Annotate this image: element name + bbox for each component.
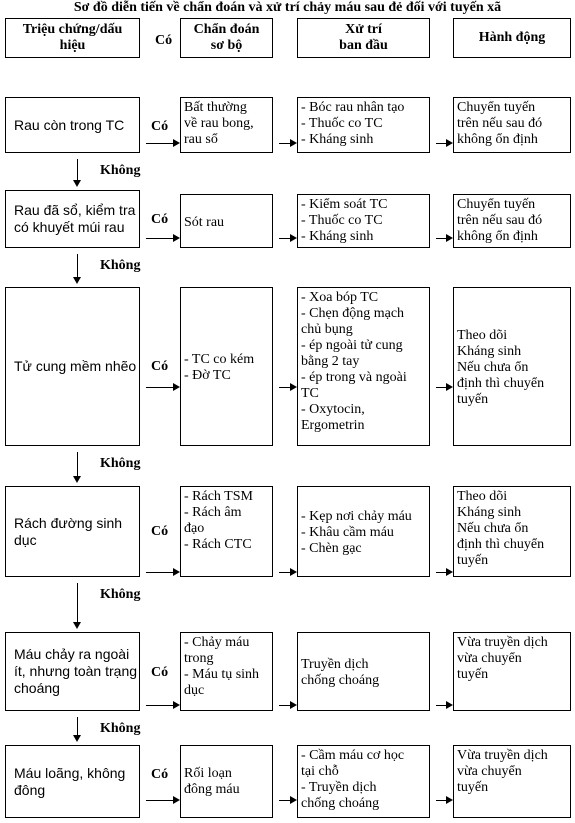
treatment-box — [297, 97, 430, 153]
right-arrow-line — [146, 800, 173, 801]
action-box — [453, 97, 571, 153]
right-arrow-line — [279, 705, 290, 706]
action-line: Nếu chưa ổn — [457, 360, 529, 375]
symptom-line: ít, nhưng toàn trạng — [14, 663, 138, 679]
right-arrow-line — [436, 705, 446, 706]
treatment-line: - Thuốc co TC — [301, 116, 383, 131]
right-arrow-icon — [173, 568, 180, 576]
right-arrow-icon — [290, 701, 297, 709]
treatment-box — [297, 632, 430, 711]
action-line: tuyến — [457, 780, 489, 795]
header-diagnosis-line: sơ bộ — [210, 38, 243, 53]
right-arrow-icon — [290, 234, 297, 242]
action-line: tuyến — [457, 667, 489, 682]
right-arrow-line — [436, 387, 446, 388]
action-line: tuyến — [457, 553, 489, 568]
action-line: Vừa truyền dịch — [457, 635, 548, 650]
right-arrow-icon — [446, 568, 453, 576]
diagnosis-line: Rối loạn — [184, 766, 232, 781]
right-arrow-line — [146, 387, 173, 388]
treatment-box — [297, 287, 430, 446]
right-arrow-line — [279, 238, 290, 239]
action-line: Theo dõi — [457, 489, 508, 504]
treatment-line: - Xoa bóp TC — [301, 290, 379, 305]
treatment-line: - Chẹn động mạch — [301, 306, 405, 321]
khong-label: Không — [100, 258, 141, 273]
right-arrow-line — [436, 800, 446, 801]
diagnosis-box — [180, 97, 273, 153]
treatment-line: - Kháng sinh — [301, 229, 374, 244]
action-line: Vừa truyền dịch — [457, 748, 548, 763]
down-arrow-line — [77, 159, 78, 180]
symptom-box — [5, 632, 140, 711]
diagnosis-box — [180, 486, 273, 577]
down-arrow-line — [77, 717, 78, 735]
action-line: tuyến — [457, 392, 489, 407]
treatment-line: - Oxytocin, — [301, 402, 365, 417]
action-box — [453, 287, 571, 446]
khong-label: Không — [100, 163, 141, 178]
right-arrow-icon — [173, 139, 180, 147]
co-label: Có — [151, 767, 169, 782]
right-arrow-line — [279, 572, 290, 573]
action-line: vừa chuyển — [457, 651, 522, 666]
down-arrow-line — [77, 452, 78, 476]
diagnosis-line: - Rách CTC — [184, 537, 252, 552]
right-arrow-line — [279, 387, 290, 388]
symptom-line: Tử cung mềm nhẽo — [14, 358, 137, 374]
treatment-box — [297, 745, 430, 818]
symptom-box — [5, 287, 140, 446]
right-arrow-line — [279, 143, 290, 144]
diagnosis-line: về rau bong, — [184, 116, 254, 131]
treatment-box — [297, 486, 430, 577]
action-box — [453, 632, 571, 711]
diagnosis-line: đông máu — [184, 782, 240, 797]
symptom-line: có khuyết múi rau — [14, 219, 125, 235]
treatment-line: chống choáng — [301, 796, 380, 811]
symptom-line: choáng — [14, 680, 60, 696]
symptom-line: Rau đã sổ, kiểm tra — [14, 202, 136, 218]
khong-label: Không — [100, 721, 141, 736]
right-arrow-line — [279, 800, 290, 801]
right-arrow-line — [436, 572, 446, 573]
action-line: không ổn định — [457, 229, 538, 244]
action-line: Kháng sinh — [457, 505, 522, 520]
right-arrow-line — [146, 143, 173, 144]
treatment-line: - Kháng sinh — [301, 132, 374, 147]
header-treatment-line: Xử trí — [345, 22, 382, 37]
co-label: Có — [151, 212, 169, 227]
treatment-line: - ép trong và ngoài — [301, 370, 407, 385]
action-line: Chuyển tuyến — [457, 100, 536, 115]
right-arrow-icon — [446, 383, 453, 391]
right-arrow-icon — [446, 234, 453, 242]
down-arrow-icon — [73, 476, 81, 483]
down-arrow-line — [77, 254, 78, 277]
right-arrow-icon — [173, 701, 180, 709]
diagnosis-line: - Chảy máu — [184, 635, 250, 650]
action-box — [453, 486, 571, 577]
diagnosis-line: - Rách TSM — [184, 489, 253, 504]
right-arrow-icon — [290, 796, 297, 804]
action-line: định thì chuyển — [457, 376, 545, 391]
symptom-line: Rau còn trong TC — [14, 116, 125, 133]
down-arrow-line — [77, 583, 78, 622]
right-arrow-icon — [290, 139, 297, 147]
action-line: Nếu chưa ổn — [457, 521, 529, 536]
diagnosis-line: - Đờ TC — [184, 368, 231, 383]
diagnosis-box — [180, 287, 273, 446]
diagnosis-line: đạo — [184, 521, 205, 536]
symptom-line: đông — [14, 781, 46, 798]
down-arrow-icon — [73, 735, 81, 742]
action-box — [453, 194, 571, 248]
co-label: Có — [151, 665, 169, 680]
diagnosis-line: Sót rau — [184, 215, 225, 230]
down-arrow-icon — [73, 622, 81, 629]
action-line: định thì chuyển — [457, 537, 545, 552]
treatment-line: chống choáng — [301, 673, 380, 688]
diagnosis-line: rau sổ — [184, 132, 218, 147]
right-arrow-line — [436, 238, 446, 239]
diagnosis-box — [180, 194, 273, 248]
symptom-line: Rách đường sinh — [14, 514, 123, 531]
right-arrow-line — [146, 238, 173, 239]
action-line: trên nếu sau đó — [457, 116, 543, 131]
right-arrow-line — [146, 572, 173, 573]
khong-label: Không — [100, 456, 141, 471]
treatment-line: - Bóc rau nhân tạo — [301, 100, 405, 115]
co-label: Có — [151, 119, 169, 134]
treatment-line: - Truyền dịch — [301, 780, 377, 795]
symptom-box — [5, 97, 140, 153]
down-arrow-icon — [73, 277, 81, 284]
diagnosis-line: - TC co kém — [184, 352, 255, 367]
right-arrow-line — [146, 705, 173, 706]
header-action-line: Hành động — [478, 30, 546, 45]
action-line: Kháng sinh — [457, 344, 522, 359]
header-diagnosis — [180, 18, 273, 58]
down-arrow-icon — [73, 180, 81, 187]
header-treatment-line: ban đầu — [339, 38, 388, 53]
symptom-box — [5, 190, 140, 248]
right-arrow-icon — [290, 383, 297, 391]
header-action — [453, 18, 571, 58]
treatment-line: tại chỗ — [301, 764, 339, 779]
co-label: Có — [151, 359, 169, 374]
treatment-line: - ép ngoài tử cung — [301, 338, 403, 353]
co-label: Có — [151, 524, 169, 539]
khong-label: Không — [100, 587, 141, 602]
action-line: Theo dõi — [457, 328, 508, 343]
right-arrow-icon — [446, 796, 453, 804]
diagnosis-line: dục — [184, 683, 205, 698]
diagnosis-line: trong — [184, 651, 214, 666]
header-diagnosis-line: Chẩn đoán — [193, 22, 260, 37]
treatment-line: TC — [301, 386, 319, 401]
diagnosis-box — [180, 745, 273, 818]
diagnosis-line: - Rách âm — [184, 505, 242, 520]
action-line: không ổn định — [457, 132, 538, 147]
action-box — [453, 745, 571, 818]
header-symptom — [5, 18, 140, 58]
action-line: vừa chuyển — [457, 764, 522, 779]
treatment-line: - Cầm máu cơ học — [301, 748, 405, 763]
header-symptom-line: hiệu — [59, 38, 86, 53]
right-arrow-icon — [446, 139, 453, 147]
right-arrow-icon — [446, 701, 453, 709]
treatment-box — [297, 194, 430, 248]
symptom-line: dục — [14, 531, 37, 548]
treatment-line: Truyền dịch — [301, 657, 369, 672]
right-arrow-icon — [173, 234, 180, 242]
treatment-line: bằng 2 tay — [301, 354, 360, 369]
treatment-line: Ergometrin — [301, 418, 365, 433]
right-arrow-icon — [290, 568, 297, 576]
symptom-box — [5, 745, 140, 818]
symptom-line: Máu loãng, không — [14, 764, 126, 781]
treatment-line: chủ bụng — [301, 322, 353, 337]
action-line: trên nếu sau đó — [457, 213, 543, 228]
right-arrow-icon — [173, 383, 180, 391]
treatment-line: - Chèn gạc — [301, 541, 362, 556]
symptom-box — [5, 486, 140, 577]
diagnosis-line: Bất thường — [184, 100, 247, 115]
header-treatment — [297, 18, 430, 58]
action-line: Chuyển tuyến — [457, 197, 536, 212]
header-symptom-line: Triệu chứng/dấu — [22, 22, 123, 37]
symptom-line: Máu chảy ra ngoài — [14, 646, 130, 662]
treatment-line: - Khâu cầm máu — [301, 525, 394, 540]
treatment-line: - Thuốc co TC — [301, 213, 383, 228]
right-arrow-icon — [173, 796, 180, 804]
right-arrow-line — [436, 143, 446, 144]
header-co: Có — [155, 33, 173, 48]
diagnosis-line: - Máu tụ sinh — [184, 667, 260, 682]
diagram-title: Sơ đồ diễn tiến về chẩn đoán và xử trí chảy máu sau đẻ đối với tuyến xã — [73, 0, 502, 15]
treatment-line: - Kẹp nơi chảy máu — [301, 509, 412, 524]
treatment-line: - Kiểm soát TC — [301, 197, 388, 212]
diagnosis-box — [180, 632, 273, 711]
